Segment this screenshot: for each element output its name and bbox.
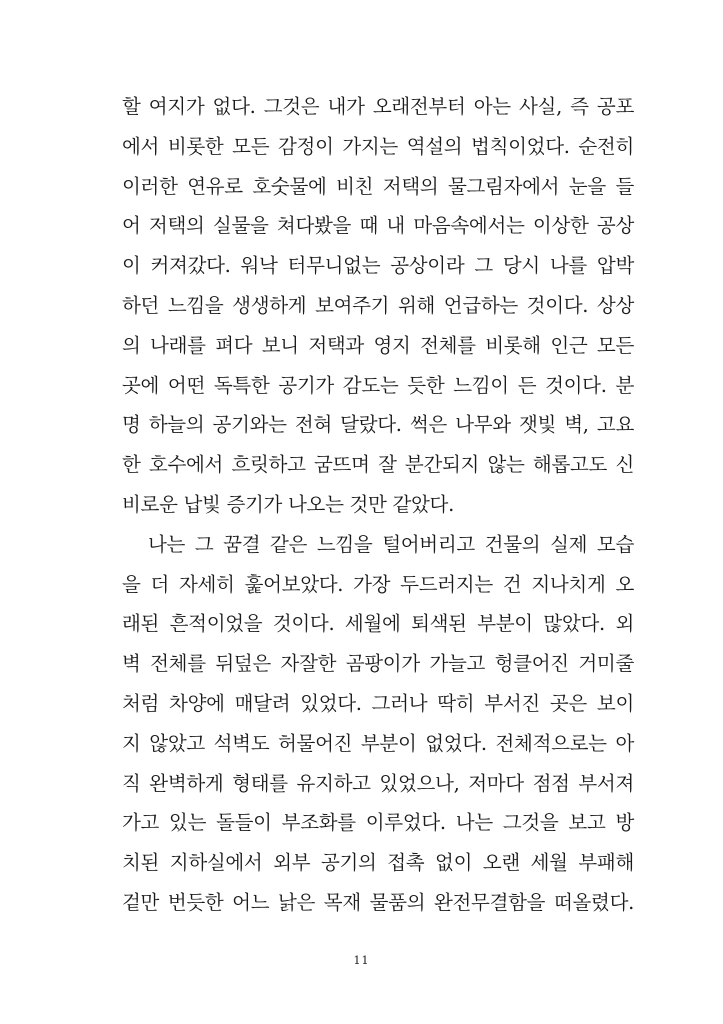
text-line: 나는 그 꿈결 같은 느낌을 털어버리고 건물의 실제 모습 [148,532,634,556]
body-text [122,87,634,923]
text-line: 처럼 차양에 매달려 있었다. 그러나 딱히 부서진 곳은 보이 [122,691,634,715]
text-line: 가고 있는 돌들이 부조화를 이루었다. 나는 그것을 보고 방 [122,811,634,835]
text-line: 이 커져갔다. 워낙 터무니없는 공상이라 그 당시 나를 압박 [122,254,634,278]
text-line: 겉만 번듯한 어느 낡은 목재 물품의 완전무결함을 떠올렸다. [122,890,634,914]
text-line: 비로운 납빛 증기가 나오는 것만 같았다. [122,492,454,516]
text-line: 한 호수에서 흐릿하고 굼뜨며 잘 분간되지 않는 해롭고도 신 [122,453,634,477]
text-line: 이러한 연유로 호숫물에 비친 저택의 물그림자에서 눈을 들 [122,174,634,198]
text-line: 할 여지가 없다. 그것은 내가 오래전부터 아는 사실, 즉 공포 [122,95,634,118]
text-line: 직 완벽하게 형태를 유지하고 있었으나, 저마다 점점 부서져 [122,771,634,795]
text-line: 치된 지하실에서 외부 공기의 접촉 없이 오랜 세월 부패해 [122,851,634,875]
text-line: 의 나래를 펴다 보니 저택과 영지 전체를 비롯해 인근 모든 [122,333,634,357]
text-line: 래된 흔적이었을 것이다. 세월에 퇴색된 부분이 많았다. 외 [122,612,634,636]
text-line: 곳에 어떤 독특한 공기가 감도는 듯한 느낌이 든 것이다. 분 [122,373,634,397]
text-line: 벽 전체를 뒤덮은 자잘한 곰팡이가 가늘고 헝클어진 거미줄 [122,652,634,676]
text-line: 명 하늘의 공기와는 전혀 달랐다. 썩은 나무와 잿빛 벽, 고요 [122,413,634,437]
text-line: 지 않았고 석벽도 허물어진 부분이 없었다. 전체적으로는 아 [122,731,634,755]
text-line: 을 더 자세히 훑어보았다. 가장 두드러지는 건 지나치게 오 [122,572,634,596]
text-line: 에서 비롯한 모든 감정이 가지는 역설의 법칙이었다. 순전히 [122,134,634,158]
page-number: 11 [353,954,370,967]
text-line: 하던 느낌을 생생하게 보여주기 위해 언급하는 것이다. 상상 [122,293,634,317]
text-line: 어 저택의 실물을 쳐다봤을 때 내 마음속에서는 이상한 공상 [122,214,634,238]
